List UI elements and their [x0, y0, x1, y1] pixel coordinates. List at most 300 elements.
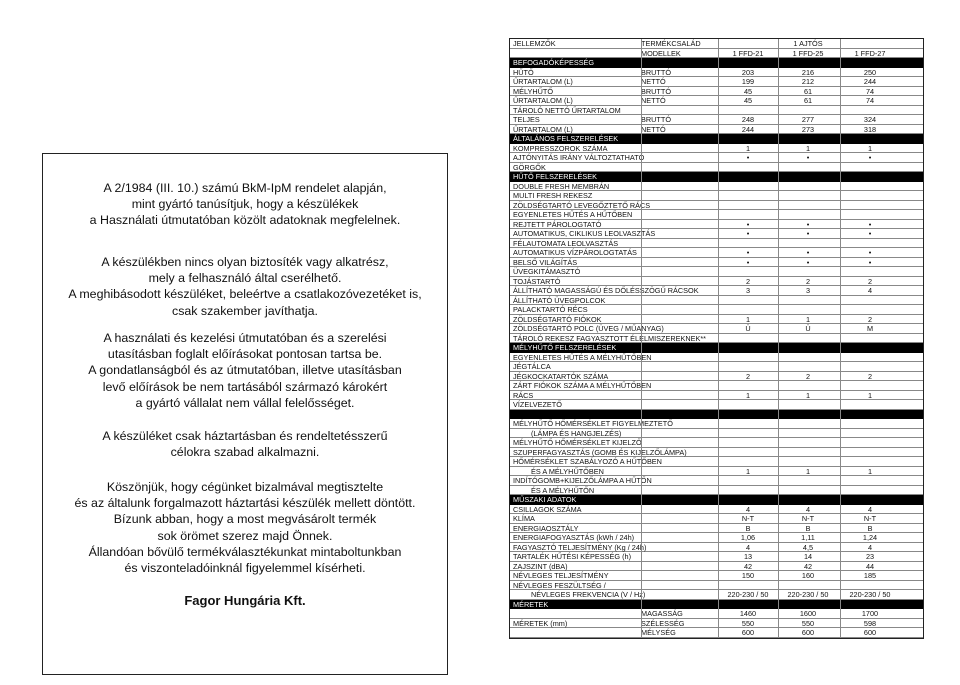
- feature-label: KLÍMA: [513, 514, 535, 523]
- section-header-row: [510, 58, 923, 68]
- value-cell: [718, 381, 778, 390]
- value-cell: 4: [745, 504, 751, 514]
- value-cell: 1: [745, 143, 751, 153]
- feature-label: ÁLLÍTHATÓ ÜVEGPOLCOK: [513, 295, 606, 305]
- table-row: [510, 372, 923, 382]
- sub-label: [641, 467, 713, 476]
- value-cell: [718, 39, 778, 48]
- value-cell: [718, 353, 778, 362]
- sub-label: [641, 448, 713, 457]
- feature-label: MÉLYHŰTŐ: [513, 86, 554, 96]
- sub-label: [641, 533, 713, 542]
- value-cell: 600: [801, 628, 815, 637]
- text-line: A 2/1984 (III. 10.) számú BkM-IpM rendelet alapján,: [103, 181, 387, 195]
- feature-label: VÍZELVEZETŐ: [513, 400, 562, 409]
- feature-label: TARTALÉK HŰTÉSI KÉPESSÉG (h): [513, 552, 631, 561]
- section-title: [513, 410, 641, 419]
- value-cell: •: [868, 229, 872, 238]
- value-cell: [840, 267, 900, 276]
- value-cell: 550: [801, 618, 815, 628]
- value-cell: [778, 210, 838, 219]
- feature-label: ÉS A MÉLYHŰTŐBEN: [531, 466, 604, 476]
- sub-label: [641, 524, 713, 533]
- value-cell: 244: [863, 77, 877, 86]
- value-cell: B: [745, 523, 751, 533]
- value-cell: 185: [863, 571, 877, 580]
- section-header-row: [510, 410, 923, 420]
- text-line: csak szakember javíthatja.: [172, 303, 318, 318]
- value-cell: [718, 182, 778, 191]
- feature-label: ZÖLDSÉGTARTÓ POLC (ÜVEG / MŰANYAG): [513, 324, 664, 333]
- text-line: A használati és kezelési útmutatóban és a szerelési: [103, 331, 387, 345]
- column-divider: [840, 39, 841, 638]
- value-cell: 74: [865, 86, 875, 96]
- value-cell: •: [746, 153, 750, 162]
- table-row: [510, 182, 923, 192]
- value-cell: [778, 429, 838, 438]
- value-cell: 42: [743, 561, 753, 571]
- value-cell: 4: [745, 542, 751, 552]
- feature-label: (LÁMPA ÉS HANGJELZÉS): [531, 428, 622, 438]
- feature-label: [513, 609, 641, 618]
- value-cell: 1,06: [740, 533, 756, 542]
- column-divider: [778, 39, 779, 638]
- sub-label: [641, 258, 713, 267]
- table-row: [510, 353, 923, 363]
- feature-label: ŰRTARTALOM (L): [513, 96, 573, 105]
- feature-label: [513, 49, 641, 58]
- feature-label: AUTOMATIKUS, CIKLIKUS LEOLVASZTÁS: [513, 229, 656, 238]
- table-row: [510, 581, 923, 591]
- value-cell: 1460: [739, 609, 757, 618]
- table-row: [510, 315, 923, 325]
- sub-label: MÉLYSÉG: [641, 628, 676, 637]
- value-cell: [718, 267, 778, 276]
- text-line: levő előírások be nem tartásából származó károkért: [102, 379, 388, 394]
- value-cell: 4: [867, 286, 873, 295]
- value-cell: 2: [867, 276, 873, 286]
- sub-label: [641, 505, 713, 514]
- feature-label: GÖRGŐK: [513, 162, 546, 172]
- table-row: [510, 201, 923, 211]
- table-row: [510, 514, 923, 524]
- value-cell: 1: [805, 466, 811, 476]
- value-cell: [840, 334, 900, 343]
- feature-label: JELLEMZŐK: [513, 39, 556, 48]
- value-cell: 1 AJTÓS: [793, 39, 823, 48]
- sub-label: [641, 229, 713, 238]
- table-row: [510, 381, 923, 391]
- value-cell: 1: [805, 143, 811, 153]
- value-cell: [718, 210, 778, 219]
- value-cell: [840, 457, 900, 466]
- value-cell: [840, 476, 900, 485]
- value-cell: [718, 362, 778, 371]
- value-cell: [840, 581, 900, 590]
- value-cell: [718, 296, 778, 305]
- value-cell: •: [746, 229, 750, 238]
- value-cell: [840, 400, 900, 409]
- feature-label: TÁROLÓ NETTÓ ŰRTARTALOM: [513, 105, 621, 115]
- value-cell: [840, 486, 900, 495]
- table-row: [510, 96, 923, 106]
- feature-label: TELJES: [513, 115, 540, 124]
- value-cell: •: [868, 153, 872, 162]
- value-cell: 2: [805, 276, 811, 286]
- value-cell: [778, 362, 838, 371]
- sub-label: [641, 296, 713, 305]
- feature-label: NÉVLEGES TELJESÍTMÉNY: [513, 571, 609, 580]
- value-cell: 4,5: [802, 542, 814, 552]
- value-cell: [718, 334, 778, 343]
- value-cell: [718, 429, 778, 438]
- sub-label: [641, 334, 713, 343]
- sub-label: [641, 381, 713, 390]
- feature-label: ZÁRT FIÓKOK SZÁMA A MÉLYHŰTŐBEN: [513, 381, 652, 390]
- value-cell: 199: [741, 77, 755, 86]
- table-row: [510, 448, 923, 458]
- text-line: Bízunk abban, hogy a most megvásárolt termék: [113, 512, 377, 527]
- feature-label: ZAJSZINT (dBA): [513, 561, 568, 571]
- column-divider: [641, 39, 642, 638]
- value-cell: [778, 419, 838, 428]
- value-cell: 45: [743, 86, 753, 96]
- text-line: mely a felhasználó által cserélhető.: [148, 271, 342, 286]
- section-title: ÁLTALÁNOS FELSZERELÉSEK: [513, 134, 619, 143]
- sub-label: [641, 562, 713, 571]
- value-cell: 600: [741, 628, 755, 637]
- feature-label: FAGYASZTÓ TELJESÍTMÉNY (Kg / 24h): [513, 542, 647, 552]
- section-title: HŰTŐ FELSZERELÉSEK: [513, 172, 597, 181]
- value-cell: [778, 182, 838, 191]
- table-row: [510, 324, 923, 334]
- value-cell: [778, 296, 838, 305]
- value-cell: 4: [867, 504, 873, 514]
- value-cell: [778, 476, 838, 485]
- value-cell: [778, 334, 838, 343]
- sub-label: [641, 315, 713, 324]
- value-cell: 273: [801, 124, 815, 134]
- table-row: [510, 258, 923, 268]
- value-cell: 2: [867, 371, 873, 381]
- value-cell: •: [806, 229, 810, 238]
- company-name: Fagor Hungária Kft.: [184, 593, 306, 608]
- sub-label: [641, 543, 713, 552]
- value-cell: [840, 305, 900, 314]
- paragraph-fuse: [43, 254, 447, 319]
- table-row: [510, 628, 923, 638]
- feature-label: SZUPERFAGYASZTÁS (GOMB ÉS KIJELZŐLÁMPA): [513, 447, 687, 457]
- sub-label: [641, 324, 713, 333]
- value-cell: [718, 239, 778, 248]
- value-cell: •: [746, 248, 750, 257]
- value-cell: [840, 239, 900, 248]
- value-cell: 1700: [861, 609, 879, 618]
- table-row: [510, 609, 923, 619]
- sub-label: [641, 590, 713, 599]
- value-cell: •: [868, 248, 872, 257]
- value-cell: 1 FFD-21: [732, 48, 764, 58]
- value-cell: 1 FFD-27: [854, 48, 886, 58]
- text-line: utasításban foglalt előírásokat pontosan tartsa be.: [107, 347, 383, 362]
- text-line: A készülékben nincs olyan biztosíték vagy alkatrész,: [101, 255, 389, 269]
- value-cell: 23: [865, 552, 875, 561]
- sub-label: [641, 419, 713, 428]
- value-cell: 1: [805, 314, 811, 324]
- feature-label: NÉVLEGES FESZÜLTSÉG /: [513, 580, 606, 590]
- value-cell: 4: [867, 542, 873, 552]
- value-cell: 598: [863, 618, 877, 628]
- value-cell: 220-230 / 50: [787, 590, 829, 599]
- value-cell: [718, 457, 778, 466]
- value-cell: [778, 457, 838, 466]
- feature-label: MÉLYHŰTŐ HŐMÉRSÉKLET KIJELZŐ: [513, 438, 642, 447]
- sub-label: [641, 391, 713, 400]
- table-row: [510, 543, 923, 553]
- table-row: [510, 486, 923, 496]
- table-row: [510, 106, 923, 116]
- sub-label: [641, 571, 713, 580]
- sub-label: [641, 362, 713, 371]
- value-cell: [840, 210, 900, 219]
- table-row: [510, 277, 923, 287]
- value-cell: [718, 201, 778, 210]
- value-cell: B: [805, 523, 811, 533]
- sub-label: [641, 514, 713, 523]
- sub-label: [641, 106, 713, 115]
- value-cell: 1: [867, 390, 873, 400]
- table-row: [510, 362, 923, 372]
- table-row: [510, 400, 923, 410]
- section-header-row: [510, 495, 923, 505]
- feature-label: TOJÁSTARTÓ: [513, 276, 561, 286]
- table-row: [510, 125, 923, 135]
- value-cell: 3: [805, 286, 811, 295]
- feature-label: ZÖLDSÉGTARTÓ FIÓKOK: [513, 314, 602, 324]
- value-cell: [718, 438, 778, 447]
- feature-label: HŐMÉRSÉKLET SZABÁLYOZÓ A HŰTŐBEN: [513, 457, 662, 466]
- table-row: [510, 391, 923, 401]
- value-cell: [840, 381, 900, 390]
- value-cell: •: [806, 219, 810, 229]
- value-cell: [718, 419, 778, 428]
- value-cell: N-T: [863, 514, 877, 523]
- paragraph-household: [43, 428, 447, 460]
- value-cell: [840, 191, 900, 200]
- value-cell: 45: [743, 96, 753, 105]
- feature-label: CSILLAGOK SZÁMA: [513, 504, 582, 514]
- feature-label: ENERGIAFOGYASZTÁS (kWh / 24h): [513, 533, 635, 542]
- sub-label: [641, 144, 713, 153]
- sub-label: [641, 305, 713, 314]
- value-cell: [778, 239, 838, 248]
- value-cell: 550: [741, 618, 755, 628]
- sub-label: [641, 372, 713, 381]
- section-header-row: [510, 343, 923, 353]
- table-row: [510, 248, 923, 258]
- value-cell: [840, 39, 900, 48]
- value-cell: [778, 353, 838, 362]
- feature-label: ÉS A MÉLYHŰTŐN: [531, 485, 595, 495]
- table-row: [510, 505, 923, 515]
- value-cell: 1: [867, 466, 873, 476]
- feature-label: REJTETT PÁROLOGTATÓ: [513, 219, 602, 229]
- text-line: a Használati útmutatóban közölt adatoknak megfelelnek.: [89, 213, 401, 228]
- sub-label: NETTÓ: [641, 77, 666, 86]
- value-cell: [840, 419, 900, 428]
- value-cell: [718, 106, 778, 115]
- value-cell: 42: [803, 561, 813, 571]
- table-row: [510, 571, 923, 581]
- table-row: [510, 210, 923, 220]
- feature-label: MÉLYHŰTŐ HŐMÉRSÉKLET FIGYELMEZTETŐ: [513, 419, 673, 428]
- table-row: [510, 590, 923, 600]
- value-cell: [778, 581, 838, 590]
- value-cell: [840, 448, 900, 457]
- value-cell: 2: [745, 371, 751, 381]
- text-line: Állandóan bővülő termékválasztékunkat mintaboltunkban: [88, 544, 402, 559]
- table-row: [510, 524, 923, 534]
- text-line: A gondatlanságból és az útmutatóban, illetve utasításban: [88, 363, 402, 378]
- value-cell: 244: [741, 124, 755, 134]
- text-line: A meghibásodott készüléket, beleértve a csatlakozóvezetéket is,: [68, 287, 422, 302]
- value-cell: 220-230 / 50: [849, 590, 891, 599]
- sub-label: [641, 210, 713, 219]
- table-row: [510, 334, 923, 344]
- value-cell: 13: [743, 552, 753, 561]
- sub-label: [641, 486, 713, 495]
- value-cell: 14: [803, 552, 813, 561]
- value-cell: M: [866, 324, 874, 333]
- feature-label: [513, 628, 641, 637]
- value-cell: 61: [803, 96, 813, 105]
- sub-label: [641, 552, 713, 561]
- sub-label: [641, 476, 713, 485]
- table-row: [510, 533, 923, 543]
- value-cell: 220-230 / 50: [727, 590, 769, 599]
- value-cell: [718, 305, 778, 314]
- table-row: [510, 163, 923, 173]
- table-row: [510, 87, 923, 97]
- value-cell: 600: [863, 628, 877, 637]
- feature-label: KOMPRESSZOROK SZÁMA: [513, 143, 608, 153]
- value-cell: 1: [745, 466, 751, 476]
- value-cell: [840, 353, 900, 362]
- text-line: sok örömet szerez majd Önnek.: [157, 528, 333, 543]
- value-cell: 44: [865, 561, 875, 571]
- value-cell: 324: [863, 115, 877, 124]
- value-cell: 150: [741, 571, 755, 580]
- sub-label: [641, 277, 713, 286]
- value-cell: 248: [741, 115, 755, 124]
- sub-label: [641, 182, 713, 191]
- feature-label: FÉLAUTOMATA LEOLVASZTÁS: [513, 238, 619, 248]
- value-cell: [718, 486, 778, 495]
- value-cell: [778, 448, 838, 457]
- table-row: [510, 68, 923, 78]
- table-row: [510, 115, 923, 125]
- feature-label: EGYENLETES HŰTÉS A HŰTŐBEN: [513, 210, 633, 219]
- sub-label: [641, 353, 713, 362]
- text-line: és viszonteladóinknál figyelemmel kísérheti.: [124, 561, 366, 576]
- value-cell: [840, 106, 900, 115]
- value-cell: •: [746, 219, 750, 229]
- sub-label: [641, 220, 713, 229]
- section-title: MÉLYHŰTŐ FELSZERELÉSEK: [513, 343, 617, 352]
- table-row: [510, 296, 923, 306]
- value-cell: [840, 182, 900, 191]
- feature-label: ÁLLÍTHATÓ MAGASSÁGÚ ÉS DŐLÉSSZÖGŰ RÁCSOK: [513, 286, 699, 295]
- feature-label: ENERGIAOSZTÁLY: [513, 523, 579, 533]
- value-cell: [778, 438, 838, 447]
- value-cell: 1,11: [801, 533, 815, 542]
- feature-label: HŰTŐ: [513, 67, 534, 77]
- section-header-row: [510, 134, 923, 144]
- feature-label: TÁROLÓ REKESZ FAGYASZTOTT ÉLELMISZEREKNEK**: [513, 333, 707, 343]
- sub-label: SZÉLESSÉG: [641, 618, 685, 628]
- value-cell: •: [746, 257, 750, 267]
- sub-label: [641, 191, 713, 200]
- value-cell: 212: [801, 77, 815, 86]
- feature-label: DOUBLE FRESH MEMBRÁN: [513, 181, 610, 191]
- value-cell: [778, 486, 838, 495]
- value-cell: [718, 476, 778, 485]
- value-cell: 2: [805, 371, 811, 381]
- feature-label: ŰRTARTALOM (L): [513, 124, 573, 134]
- value-cell: 203: [741, 67, 755, 77]
- value-cell: 250: [863, 67, 877, 77]
- table-row: [510, 305, 923, 315]
- value-cell: 1,24: [862, 533, 878, 542]
- feature-label: EGYENLETES HŰTÉS A MÉLYHŰTŐBEN: [513, 352, 652, 362]
- value-cell: [840, 362, 900, 371]
- value-cell: [840, 429, 900, 438]
- value-cell: [718, 448, 778, 457]
- sub-label: [641, 438, 713, 447]
- section-title: BEFOGADÓKÉPESSÉG: [513, 58, 595, 67]
- sub-label: MODELLEK: [641, 48, 681, 58]
- feature-label: ÜVEGKITÁMASZTÓ: [513, 267, 581, 276]
- table-row: [510, 144, 923, 154]
- sub-label: NETTÓ: [641, 96, 666, 105]
- sub-label: [641, 457, 713, 466]
- value-cell: 1 FFD-25: [792, 48, 824, 58]
- text-line: A készüléket csak háztartásban és rendeltetésszerű: [102, 429, 388, 443]
- table-row: [510, 220, 923, 230]
- feature-label: MÉRETEK (mm): [513, 618, 568, 628]
- sub-label: [641, 248, 713, 257]
- value-cell: 216: [801, 67, 815, 77]
- paragraph-instructions: [43, 330, 447, 411]
- sub-label: [641, 286, 713, 295]
- feature-label: JÉGKOCKATARTÓK SZÁMA: [513, 371, 609, 381]
- value-cell: [840, 201, 900, 210]
- value-cell: 277: [801, 115, 815, 124]
- value-cell: 1: [805, 390, 811, 400]
- text-line: Köszönjük, hogy cégünket bizalmával megtisztelte: [106, 480, 384, 494]
- section-header-row: [510, 600, 923, 610]
- feature-label: BELSŐ VILÁGÍTÁS: [513, 257, 578, 267]
- sub-label: [641, 163, 713, 172]
- value-cell: Ü: [745, 324, 751, 333]
- text-line: mint gyártó tanúsítjuk, hogy a készülékek: [131, 197, 359, 212]
- value-cell: •: [806, 257, 810, 267]
- value-cell: 61: [803, 86, 813, 96]
- table-row: [510, 457, 923, 467]
- paragraph-regulation: [43, 180, 447, 229]
- text-line: és az általunk forgalmazott háztartási készülék mellett döntött.: [74, 496, 416, 511]
- value-cell: [840, 163, 900, 172]
